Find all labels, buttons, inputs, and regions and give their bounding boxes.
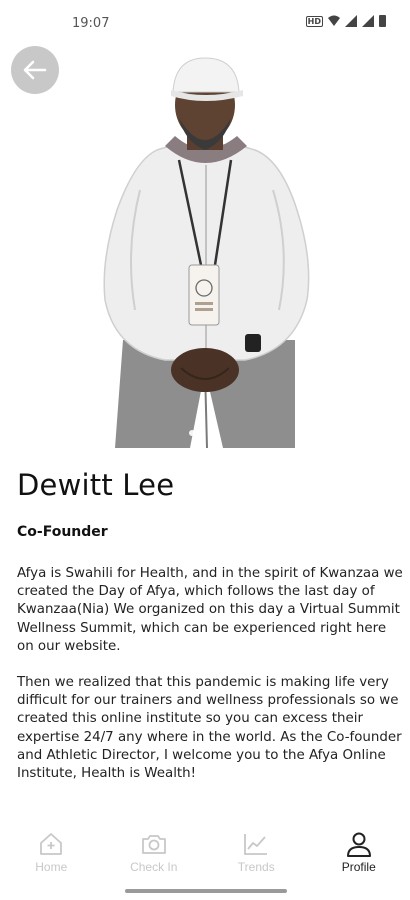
- nav-item-trends[interactable]: [216, 822, 296, 882]
- signal-icon: [362, 15, 374, 27]
- status-icons: [306, 15, 386, 27]
- hd-icon: HD: [307, 16, 321, 26]
- carousel-dot: [189, 430, 195, 436]
- nav-label: Profile: [341, 860, 376, 874]
- home-icon: [37, 830, 65, 858]
- battery-icon: [379, 15, 386, 27]
- nav-label: Check In: [130, 860, 178, 874]
- bio-paragraph: Then we realized that this pandemic is making life very difficult for our trainers and wellness professionals so we created this online institute so you can excess their expertise 24/7 any where in the world. As the Co-founder and Athletic Director, I welcome you to the Afya Online Institute, Health is Wealth!: [17, 675, 402, 782]
- back-button[interactable]: [11, 46, 59, 94]
- camera-icon: [140, 830, 168, 858]
- nav-item-home[interactable]: [11, 822, 91, 882]
- bio-paragraph: Afya is Swahili for Health, and in the spirit of Kwanzaa we created the Day of Afya, which follows the last day of Kwanzaa(Nia) We organized on this day a Virtual Summit Wellness Summit, which can be experienced right here on our website.: [17, 566, 403, 654]
- nav-item-profile[interactable]: [319, 822, 399, 882]
- bottom-nav: [0, 822, 410, 882]
- status-bar: [0, 0, 410, 44]
- home-indicator[interactable]: [125, 889, 287, 893]
- arrow-left-icon: [21, 56, 49, 84]
- nav-label: Home: [35, 860, 68, 874]
- status-time: 19:07: [72, 16, 110, 31]
- nav-item-check-in[interactable]: [114, 822, 194, 882]
- user-icon: [345, 830, 373, 858]
- chart-icon: [242, 830, 270, 858]
- wifi-icon: [328, 15, 340, 27]
- profile-bio: [17, 565, 403, 783]
- nav-label: Trends: [237, 860, 275, 874]
- profile-photo: [95, 50, 315, 450]
- profile-role: Co-Founder: [17, 524, 108, 540]
- profile-name: Dewitt Lee: [17, 468, 175, 502]
- signal-icon: [345, 15, 357, 27]
